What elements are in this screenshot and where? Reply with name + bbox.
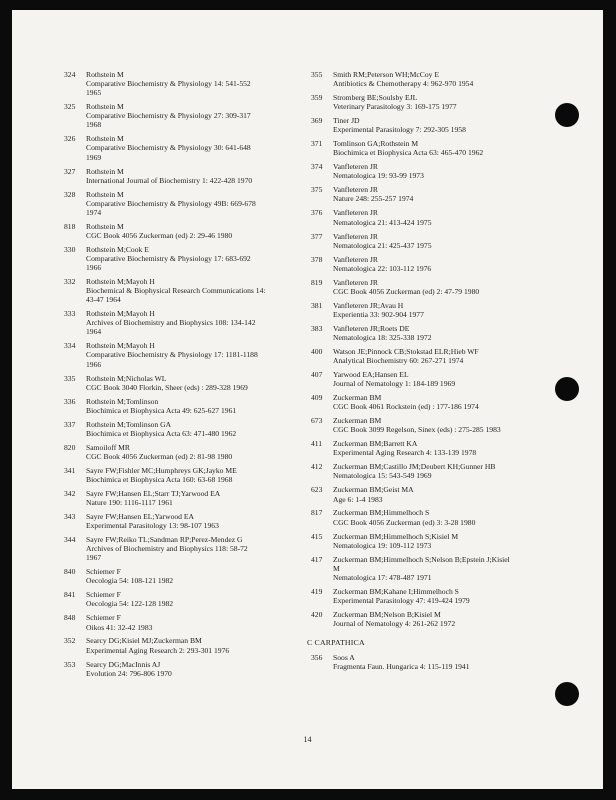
reference-authors: Vanfleteren JR [333,208,378,218]
reference-authors: Sayre FW;Reiko TL;Sandman RP;Perez-Mendez G [86,535,243,545]
reference-authors: Rothstein M [86,134,124,144]
reference-citation: Comparative Biochemistry & Physiology 30: 641-648 [86,143,251,153]
reference-number: 817 [311,508,323,518]
reference-citation-continued: 1967 [86,553,102,563]
reference-authors: Searcy DG;MacInnis AJ [86,659,161,669]
reference-authors: Tomlinson GA;Rothstein M [333,139,419,149]
reference-citation: CGC Book 4056 Zuckerman (ed) 2: 81-98 1980 [86,451,233,461]
reference-citation: CGC Book 4056 Zuckerman (ed) 2: 47-79 1980 [333,286,480,296]
reference-citation: CGC Book 4061 Rockstein (ed) : 177-186 1974 [333,402,479,412]
reference-citation: Oecologia 54: 122-128 1982 [86,599,174,609]
reference-number: 409 [311,393,323,403]
reference-citation: Comparative Biochemistry & Physiology 17: 683-692 [86,253,251,263]
reference-number: 383 [311,323,323,333]
reference-citation: Comparative Biochemistry & Physiology 49B: 669-678 [86,198,256,208]
reference-authors: Zuckerman BM;Himmelhoch S;Kisiel M [333,531,459,541]
reference-citation: Oecologia 54: 108-121 1982 [86,576,174,586]
reference-citation: Biochimica et Biophysica Acta 63: 471-480 1962 [86,428,237,438]
reference-authors: Rothstein M [86,166,124,176]
reference-number: 332 [64,277,76,287]
reference-entry [64,397,302,415]
reference-entry [64,102,302,129]
reference-authors: Schiemer F [86,590,121,600]
reference-citation: Comparative Biochemistry & Physiology 17: 1181-1188 [86,350,258,360]
reference-citation-continued: 1968 [86,120,102,130]
binder-hole-bottom [555,682,579,706]
reference-citation: Evolution 24: 796-806 1970 [86,668,172,678]
reference-number: 376 [311,208,323,218]
reference-authors: Rothstein M [86,70,124,79]
reference-citation: CGC Book 4056 Zuckerman (ed) 3: 3-28 1980 [333,517,476,527]
reference-entry [311,162,551,180]
reference-entry [311,232,551,250]
reference-number: 337 [64,419,76,429]
reference-entry [64,443,302,461]
reference-citation: Journal of Nematology 1: 184-189 1969 [333,379,456,389]
reference-authors: Rothstein M;Nicholas WL [86,373,167,383]
reference-number: 353 [64,659,76,669]
reference-citation: Experimental Parasitology 47: 419-424 1979 [333,595,470,605]
reference-number: 411 [311,439,323,449]
reference-citation: Antibiotics & Chemotherapy 4: 962-970 1954 [333,79,474,89]
reference-authors: Samoiloff MR [86,442,130,452]
reference-citation: CGC Book 3099 Regelson, Sinex (eds) : 275-285 1983 [333,425,501,435]
reference-entry [311,208,551,226]
reference-entry [311,555,551,582]
reference-number: 325 [64,102,76,112]
reference-citation-continued: 1966 [86,263,102,273]
reference-number: 417 [311,554,323,564]
reference-citation: Nematologica 21: 413-424 1975 [333,217,432,227]
reference-authors: Yarwood EA;Hansen EL [333,370,409,380]
reference-authors: Rothstein M;Mayoh H [86,277,155,287]
reference-authors: Vanfleteren JR [333,231,378,241]
reference-number: 327 [64,166,76,176]
reference-authors: Rothstein M [86,189,124,199]
reference-entry [64,535,302,562]
reference-citation-continued: 1966 [86,359,102,369]
reference-citation: Analytical Biochemistry 60: 267-271 1974 [333,356,464,366]
reference-entry [311,278,551,296]
reference-entry [311,370,551,388]
reference-entry [311,93,551,111]
reference-citation: Nematologica 21: 425-437 1975 [333,240,432,250]
reference-authors: Searcy DG;Kisiel MJ;Zuckerman BM [86,636,202,646]
reference-entry [64,590,302,608]
binder-hole-top [555,103,579,127]
document-page [12,10,603,789]
reference-authors: Zuckerman BM;Castillo JM;Deubert KH;Gunner HB [333,462,496,472]
reference-entry [311,139,551,157]
reference-citation: Archives of Biochemistry and Biophysics 118: 58-72 [86,544,248,554]
reference-authors: Tiner JD [333,116,360,126]
reference-entry [64,636,302,654]
reference-citation: Nematologica 19: 109-112 1973 [333,540,432,550]
reference-entry [64,222,302,240]
reference-entry [64,613,302,631]
reference-authors: Schiemer F [86,567,121,577]
reference-authors: Rothstein M;Tomlinson [86,396,159,406]
reference-entry [64,374,302,392]
reference-number: 335 [64,373,76,383]
reference-number: 330 [64,244,76,254]
reference-authors: Rothstein M [86,102,124,112]
reference-number: 381 [311,300,323,310]
reference-entry [311,439,551,457]
reference-number: 412 [311,462,323,472]
reference-entry [64,660,302,678]
reference-citation: Biochimica et Biophysica Acta 49: 625-627 1961 [86,405,237,415]
reference-authors: Rothstein M;Tomlinson GA [86,419,172,429]
reference-authors: Rothstein M [86,221,124,231]
reference-citation-continued: 1965 [86,88,102,98]
reference-entry [64,70,302,97]
reference-citation: Nature 248: 255-257 1974 [333,194,414,204]
reference-entry [64,512,302,530]
reference-entry [64,167,302,185]
reference-entry [311,393,551,411]
reference-citation: Journal of Nematology 4: 261-262 1972 [333,618,456,628]
right-column [307,70,551,676]
reference-number: 840 [64,567,76,577]
reference-entry [311,610,551,628]
reference-entry [311,462,551,480]
left-column [64,70,302,683]
reference-number: 420 [311,609,323,619]
reference-entry [64,245,302,272]
reference-entry [311,301,551,319]
reference-citation: Nematologica 19: 93-99 1973 [333,171,424,181]
reference-authors: Zuckerman BM [333,393,382,403]
reference-entry [64,309,302,336]
reference-authors: Sayre FW;Fishler MC;Humphreys GK;Jayko ME [86,465,237,475]
reference-number: 359 [311,93,323,103]
reference-citation: Experientia 33: 902-904 1977 [333,309,424,319]
reference-citation: Biochimica et Biophysica Acta 63: 465-470 1962 [333,148,484,158]
reference-entry [311,255,551,273]
reference-citation: Age 6: 1-4 1983 [333,494,383,504]
reference-number: 344 [64,535,76,545]
reference-citation-continued: 1969 [86,152,102,162]
reference-citation: Experimental Aging Research 2: 293-301 1976 [86,645,230,655]
reference-entry [64,277,302,304]
reference-number: 371 [311,139,323,149]
reference-number: 375 [311,185,323,195]
reference-number: 818 [64,221,76,231]
reference-number: 369 [311,116,323,126]
reference-number: 334 [64,341,76,351]
reference-authors: Rothstein M;Mayoh H [86,309,155,319]
reference-citation-continued: 1974 [86,207,102,217]
reference-authors: Vanfleteren JR;Roets DE [333,323,410,333]
page-number: 14 [303,735,312,744]
reference-entry [311,416,551,434]
reference-citation: M [333,563,340,573]
reference-number: 342 [64,488,76,498]
reference-entry [311,508,551,526]
reference-authors: Watson JE;Pinnock CB;Stokstad ELR;Hieb WF [333,346,479,356]
reference-number: 623 [311,485,323,495]
reference-authors: Smith RM;Peterson WH;McCoy E [333,70,439,79]
reference-citation: Nematologica 22: 103-112 1976 [333,263,432,273]
reference-citation-continued: 43-47 1964 [86,295,121,305]
reference-citation-continued: 1964 [86,327,102,337]
reference-number: 324 [64,70,76,79]
reference-number: 341 [64,465,76,475]
reference-entry [64,341,302,368]
reference-entry [311,653,551,671]
reference-citation: Veterinary Parasitology 3: 169-175 1977 [333,102,457,112]
reference-entry [64,134,302,161]
reference-citation-continued: Nematologica 17: 478-487 1971 [333,572,432,582]
reference-number: 326 [64,134,76,144]
reference-entry [311,70,551,88]
reference-citation: Biochemical & Biophysical Research Communications 14: [86,286,266,296]
reference-authors: Vanfleteren JR [333,254,378,264]
reference-authors: Soos A [333,653,355,663]
reference-citation: Comparative Biochemistry & Physiology 27: 309-317 [86,111,251,121]
reference-authors: Zuckerman BM [333,416,382,426]
reference-citation: Comparative Biochemistry & Physiology 14: 541-552 [86,79,251,89]
reference-authors: Vanfleteren JR [333,185,378,195]
reference-citation: CGC Book 3040 Florkin, Sheer (eds) : 289-328 1969 [86,382,248,392]
reference-number: 407 [311,370,323,380]
reference-authors: Rothstein M;Mayoh H [86,341,155,351]
reference-authors: Rothstein M;Cook E [86,244,149,254]
reference-entry [311,485,551,503]
reference-number: 378 [311,254,323,264]
reference-number: 374 [311,162,323,172]
reference-number: 415 [311,531,323,541]
reference-entry [311,347,551,365]
reference-number: 820 [64,442,76,452]
reference-citation: Biochimica et Biophysica Acta 160: 63-68 1968 [86,474,233,484]
reference-number: 819 [311,277,323,287]
reference-entry [64,420,302,438]
reference-authors: Zuckerman BM;Geist MA [333,485,414,495]
reference-authors: Zuckerman BM;Barrett KA [333,439,418,449]
reference-citation: Nature 190: 1116-1117 1961 [86,498,173,508]
reference-citation: International Journal of Biochemistry 1: 422-428 1970 [86,175,253,185]
reference-citation: Experimental Parasitology 7: 292-305 1958 [333,125,466,135]
reference-authors: Zuckerman BM;Kahane I;Himmelhoch S [333,586,459,596]
reference-authors: Vanfleteren JR [333,162,378,172]
reference-authors: Sayre FW;Hansen EL;Starr TJ;Yarwood EA [86,488,221,498]
reference-number: 328 [64,189,76,199]
reference-citation: Oikos 41: 32-42 1983 [86,622,153,632]
reference-entry [64,489,302,507]
reference-entry [311,587,551,605]
reference-number: 841 [64,590,76,600]
reference-citation: Experimental Aging Research 4: 133-139 1978 [333,448,477,458]
reference-entry [311,532,551,550]
reference-number: 377 [311,231,323,241]
reference-citation: Nematologica 15: 543-549 1969 [333,471,432,481]
reference-citation: Experimental Parasitology 13: 98-107 1963 [86,521,219,531]
reference-number: 673 [311,416,323,426]
reference-entry [64,190,302,217]
reference-authors: Vanfleteren JR [333,277,378,287]
reference-number: 419 [311,586,323,596]
reference-entry [64,466,302,484]
reference-citation: Fragmenta Faun. Hungarica 4: 115-119 1941 [333,662,470,672]
reference-entry [311,116,551,134]
reference-citation: Nematologica 18: 325-338 1972 [333,332,432,342]
reference-number: 352 [64,636,76,646]
reference-entry [311,185,551,203]
reference-number: 336 [64,396,76,406]
reference-number: 356 [311,653,323,663]
reference-authors: Zuckerman BM;Himmelhoch S [333,508,430,518]
reference-number: 400 [311,346,323,356]
reference-entry [311,324,551,342]
reference-number: 848 [64,613,76,623]
reference-entry [64,567,302,585]
reference-authors: Stromberg BE;Soulsby EJL [333,93,418,103]
reference-citation: Archives of Biochemistry and Biophysics 108: 134-142 [86,318,256,328]
reference-authors: Zuckerman BM;Himmelhoch S;Nelson B;Epstein J;Kisiel [333,554,510,564]
reference-authors: Schiemer F [86,613,121,623]
section-heading: C CARPATHICA [307,638,365,648]
binder-hole-middle [555,377,579,401]
reference-citation: CGC Book 4056 Zuckerman (ed) 2: 29-46 1980 [86,230,233,240]
reference-authors: Vanfleteren JR;Avau H [333,300,404,310]
reference-authors: Zuckerman BM;Nelson B;Kisiel M [333,609,441,619]
reference-number: 343 [64,512,76,521]
reference-number: 333 [64,309,76,319]
reference-authors: Sayre FW;Hansen EL;Yarwood EA [86,512,194,521]
reference-number: 355 [311,70,323,79]
